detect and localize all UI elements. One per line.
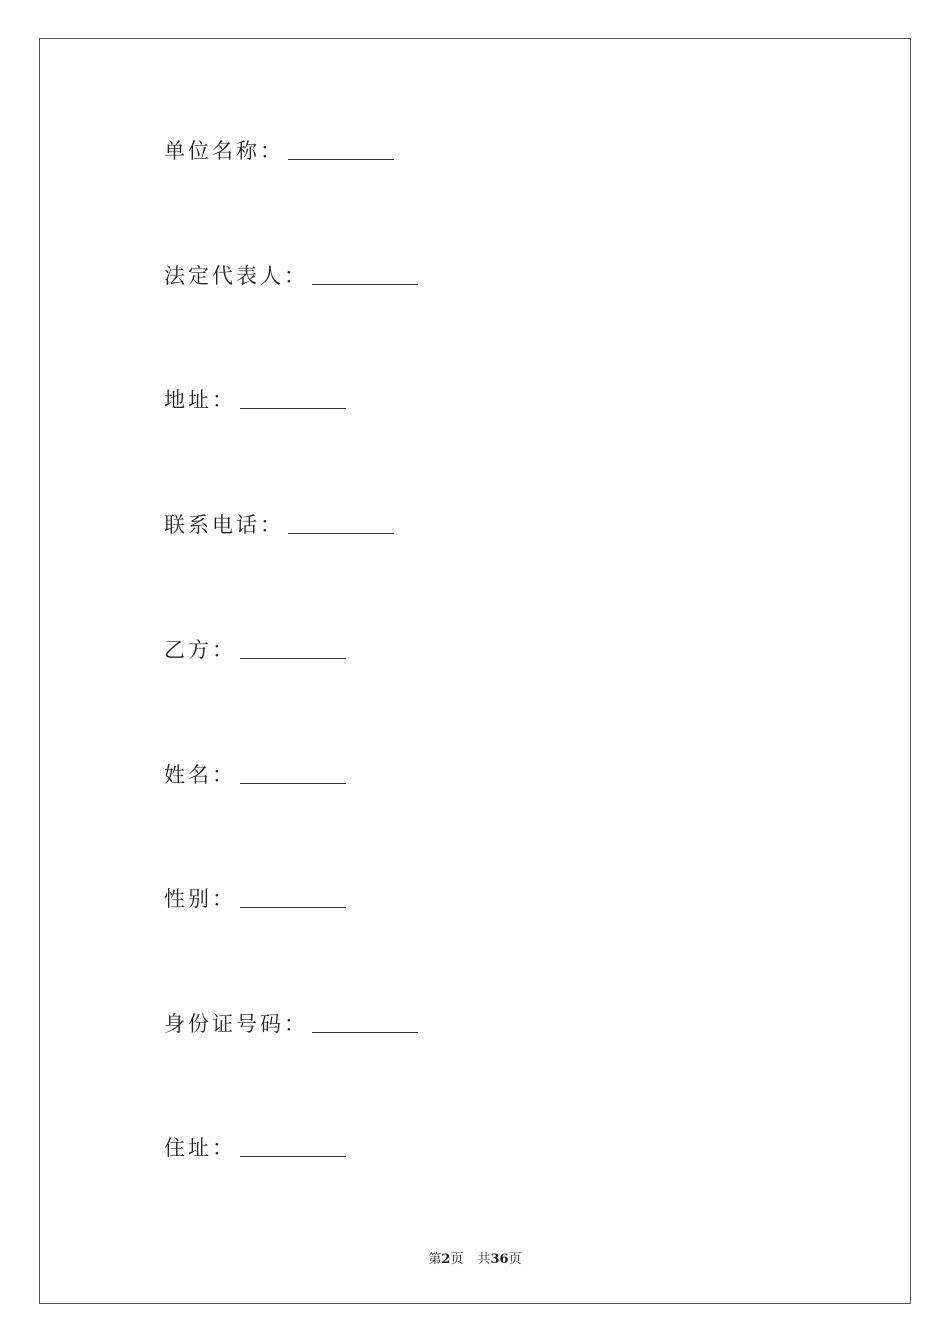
field-residence (164, 1131, 346, 1161)
field-label: 乙方： (164, 638, 236, 662)
field-phone (164, 508, 394, 538)
fill-in-blank[interactable] (240, 407, 346, 409)
field-id-number (164, 1007, 418, 1037)
fill-in-blank[interactable] (312, 283, 418, 285)
field-label: 性别： (164, 887, 236, 911)
field-unit-name (164, 134, 394, 164)
field-label: 法定代表人： (164, 264, 308, 288)
field-party-b (164, 633, 346, 663)
field-label: 住址： (164, 1136, 236, 1160)
total-prefix: 共 (477, 1252, 491, 1267)
page-suffix: 页 (450, 1252, 464, 1267)
field-address (164, 383, 346, 413)
fill-in-blank[interactable] (312, 1031, 418, 1033)
field-label: 身份证号码： (164, 1012, 308, 1036)
fill-in-blank[interactable] (240, 1155, 346, 1157)
page-number: 2 (441, 1252, 451, 1267)
field-label: 联系电话： (164, 513, 284, 537)
fill-in-blank[interactable] (240, 782, 346, 784)
fill-in-blank[interactable] (288, 158, 394, 160)
page-prefix: 第 (428, 1252, 442, 1267)
page-frame (39, 38, 911, 1304)
fill-in-blank[interactable] (240, 906, 346, 908)
field-label: 姓名： (164, 763, 236, 787)
field-label: 单位名称： (164, 139, 284, 163)
field-gender (164, 882, 346, 912)
page-footer (0, 1248, 950, 1267)
field-label: 地址： (164, 388, 236, 412)
fill-in-blank[interactable] (240, 657, 346, 659)
field-name (164, 758, 346, 788)
total-suffix: 页 (508, 1252, 522, 1267)
field-legal-representative (164, 259, 418, 289)
fill-in-blank[interactable] (288, 532, 394, 534)
total-pages: 36 (490, 1252, 509, 1267)
